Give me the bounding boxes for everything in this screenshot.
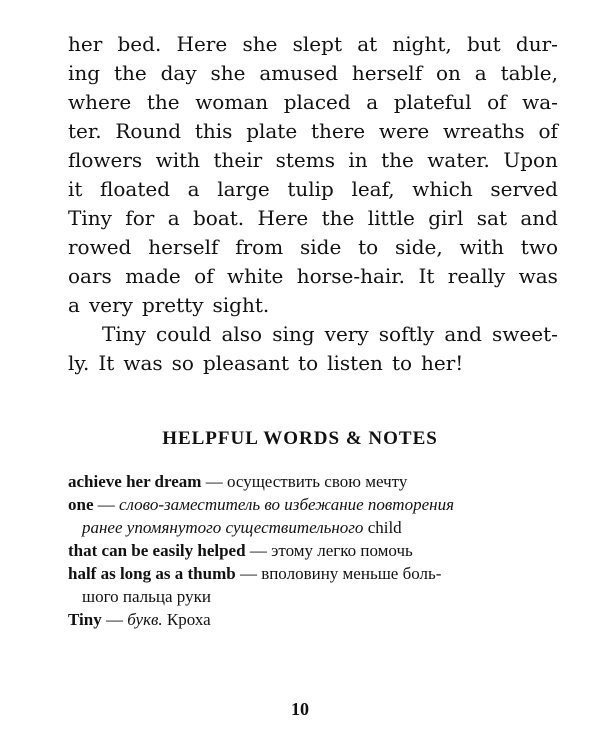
story-word: served bbox=[490, 177, 558, 201]
story-word: woman bbox=[195, 90, 269, 114]
note-translation: child bbox=[363, 518, 402, 537]
story-word: the bbox=[381, 148, 414, 172]
story-line bbox=[68, 349, 558, 378]
note-entry bbox=[68, 608, 568, 631]
story-line bbox=[68, 117, 558, 146]
story-line bbox=[68, 30, 558, 59]
story-word: herself bbox=[148, 235, 219, 259]
story-word: also bbox=[221, 322, 263, 346]
note-entry bbox=[68, 539, 568, 562]
story-word: night, bbox=[392, 32, 452, 56]
note-dash: — bbox=[245, 541, 272, 560]
story-word: with bbox=[459, 235, 504, 259]
story-line bbox=[68, 204, 558, 233]
story-text bbox=[68, 30, 558, 378]
story-word: a bbox=[366, 90, 379, 114]
note-translation: шого пальца руки bbox=[82, 587, 211, 606]
story-word: It bbox=[418, 264, 435, 288]
story-word: she bbox=[210, 61, 246, 85]
story-word: large bbox=[217, 177, 270, 201]
note-translation: слово-заместитель во избежание повторения bbox=[119, 495, 454, 514]
note-term: achieve her dream bbox=[68, 472, 202, 491]
story-word: Upon bbox=[503, 148, 558, 172]
story-word: rowed bbox=[68, 235, 132, 259]
story-word: of bbox=[538, 119, 558, 143]
story-word: listen bbox=[327, 351, 383, 375]
story-word: could bbox=[156, 322, 212, 346]
story-word: a bbox=[167, 206, 180, 230]
story-word: oars bbox=[68, 264, 112, 288]
story-line bbox=[68, 59, 558, 88]
story-word: herself bbox=[351, 61, 423, 85]
note-dash: — bbox=[235, 564, 262, 583]
story-word: Tiny bbox=[102, 322, 146, 346]
note-translation: вполовину меньше боль- bbox=[261, 564, 442, 583]
story-word: were bbox=[378, 119, 430, 143]
story-word: sweet- bbox=[492, 322, 558, 346]
note-dash: — bbox=[93, 495, 119, 514]
note-translation: этому легко помочь bbox=[271, 541, 413, 560]
note-entry bbox=[68, 562, 568, 585]
story-word: made bbox=[125, 264, 181, 288]
story-word: placed bbox=[283, 90, 351, 114]
story-word: Here bbox=[176, 32, 228, 56]
story-word: so bbox=[171, 351, 194, 375]
story-word: horse-hair. bbox=[296, 264, 406, 288]
story-word: ter. bbox=[68, 119, 102, 143]
story-word: but bbox=[466, 32, 501, 56]
note-translation: ранее упомянутого существительного bbox=[82, 518, 364, 537]
story-word: plate bbox=[246, 119, 298, 143]
story-word: bed. bbox=[117, 32, 162, 56]
story-word: a bbox=[68, 293, 80, 317]
story-word: her! bbox=[421, 351, 464, 375]
story-word: boat. bbox=[193, 206, 245, 230]
story-word: for bbox=[125, 206, 155, 230]
note-translation: букв. bbox=[127, 610, 163, 629]
story-word: wreaths bbox=[443, 119, 525, 143]
note-translation: осуществить свою мечту bbox=[226, 472, 408, 491]
story-line bbox=[68, 262, 558, 291]
story-word: softly bbox=[378, 322, 435, 346]
story-word: flowers bbox=[68, 148, 143, 172]
story-word: table, bbox=[500, 61, 558, 85]
story-word: Here bbox=[257, 206, 309, 230]
story-word: where bbox=[68, 90, 132, 114]
story-line bbox=[68, 320, 558, 349]
note-dash: — bbox=[101, 610, 128, 629]
story-word: floated bbox=[100, 177, 171, 201]
story-word: wa- bbox=[522, 90, 558, 114]
story-line bbox=[68, 175, 558, 204]
story-word: water. bbox=[427, 148, 490, 172]
note-term: half as long as a thumb bbox=[68, 564, 236, 583]
story-word: It bbox=[98, 351, 115, 375]
story-word: was bbox=[518, 264, 558, 288]
story-word: leaf, bbox=[351, 177, 395, 201]
story-word: two bbox=[520, 235, 558, 259]
note-term: Tiny bbox=[68, 610, 102, 629]
story-word: pleasant bbox=[202, 351, 290, 375]
note-entry bbox=[68, 470, 568, 493]
note-term: that can be easily helped bbox=[68, 541, 246, 560]
story-word: with bbox=[155, 148, 201, 172]
story-word: to bbox=[298, 351, 319, 375]
note-entry bbox=[68, 493, 568, 516]
story-line bbox=[68, 291, 558, 320]
story-word: on bbox=[435, 61, 461, 85]
story-word: Tiny bbox=[68, 206, 112, 230]
story-word: to bbox=[358, 235, 379, 259]
story-word: sat bbox=[476, 206, 507, 230]
story-word: side bbox=[300, 235, 342, 259]
note-dash: — bbox=[201, 472, 227, 491]
story-word: side, bbox=[395, 235, 443, 259]
story-word: it bbox=[68, 177, 83, 201]
story-word: from bbox=[235, 235, 284, 259]
story-word: white bbox=[227, 264, 284, 288]
story-line bbox=[68, 88, 558, 117]
story-word: sight. bbox=[212, 293, 270, 317]
story-word: of bbox=[487, 90, 507, 114]
story-word: this bbox=[194, 119, 233, 143]
note-entry-continuation bbox=[68, 516, 568, 539]
story-word: the bbox=[146, 90, 180, 114]
story-word: plateful bbox=[393, 90, 472, 114]
notes-heading: HELPFUL WORDS & NOTES bbox=[162, 428, 438, 449]
story-word: very bbox=[88, 293, 133, 317]
story-word: a bbox=[187, 177, 200, 201]
story-word: at bbox=[357, 32, 378, 56]
note-entry-continuation bbox=[68, 585, 568, 608]
story-word: dur- bbox=[515, 32, 558, 56]
story-word: in bbox=[348, 148, 368, 172]
note-translation: Кроха bbox=[162, 610, 211, 629]
story-word: of bbox=[194, 264, 214, 288]
story-word: pretty bbox=[141, 293, 204, 317]
story-word: the bbox=[321, 206, 355, 230]
story-word: the bbox=[113, 61, 147, 85]
notes-list bbox=[68, 470, 568, 631]
story-word: to bbox=[391, 351, 413, 375]
story-word: which bbox=[412, 177, 473, 201]
story-word: tulip bbox=[287, 177, 334, 201]
story-word: little bbox=[367, 206, 415, 230]
story-word: there bbox=[310, 119, 366, 143]
story-word: ing bbox=[68, 61, 101, 85]
story-word: day bbox=[160, 61, 197, 85]
story-word: stems bbox=[275, 148, 335, 172]
story-word: her bbox=[68, 32, 103, 56]
story-word: girl bbox=[428, 206, 464, 230]
page-number: 10 bbox=[291, 699, 309, 719]
story-line bbox=[68, 146, 558, 175]
story-word: ly. bbox=[68, 351, 90, 375]
note-term: one bbox=[68, 495, 94, 514]
story-word: was bbox=[123, 351, 163, 375]
story-word: a bbox=[474, 61, 487, 85]
story-word: very bbox=[324, 322, 369, 346]
story-word: amused bbox=[259, 61, 339, 85]
story-line bbox=[68, 233, 558, 262]
story-word: their bbox=[213, 148, 263, 172]
story-word: and bbox=[444, 322, 482, 346]
story-word: sing bbox=[272, 322, 315, 346]
story-word: she bbox=[242, 32, 278, 56]
story-word: Round bbox=[115, 119, 182, 143]
story-word: slept bbox=[292, 32, 342, 56]
story-word: really bbox=[447, 264, 506, 288]
story-word: and bbox=[520, 206, 558, 230]
